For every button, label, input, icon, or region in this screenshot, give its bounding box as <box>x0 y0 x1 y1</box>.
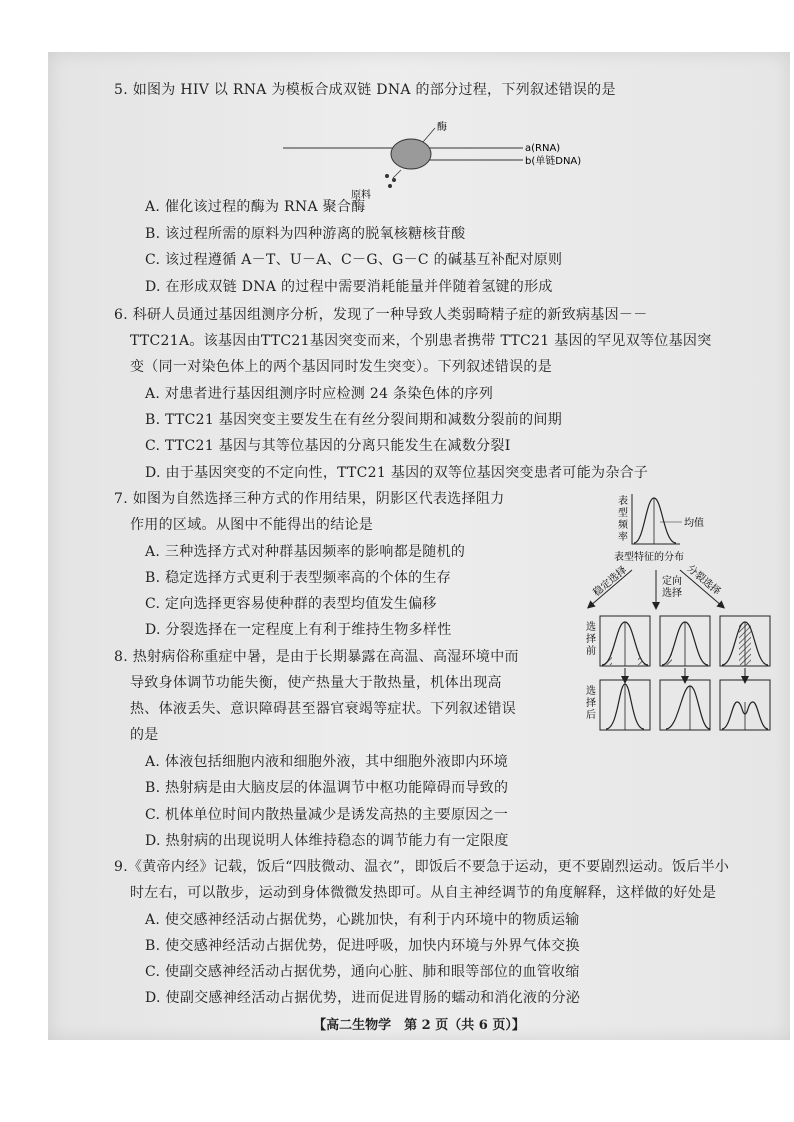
q7-fig-before-2: 择 <box>586 634 596 645</box>
q8-option-c: C. 机体单位时间内散热量减少是诱发高热的主要原因之一 <box>145 807 509 823</box>
q6-stem-line3: 变（同一对染色体上的两个基因同时发生突变）。下列叙述错误的是 <box>130 359 552 375</box>
q7-fig-after-3: 后 <box>586 710 596 721</box>
q8-option-a: A. 体液包括细胞内液和细胞外液，其中细胞外液即内环境 <box>145 754 509 770</box>
q7-option-d: D. 分裂选择在一定程度上有利于维持生物多样性 <box>145 622 452 638</box>
q7-fig-ylabel-3: 频 <box>618 520 628 531</box>
q5-figure <box>273 118 613 202</box>
q7-fig-before-3: 前 <box>586 646 596 657</box>
q7-option-b: B. 稳定选择方式更利于表型频率高的个体的生存 <box>145 570 452 586</box>
q7-fig-ylabel-4: 率 <box>618 532 628 543</box>
q7-fig-split-label: 分裂选择 <box>684 563 723 598</box>
q7-fig-direct-label-2: 选择 <box>662 588 682 599</box>
q7-selection-figure <box>532 488 790 750</box>
q6-stem-line1: 6. 科研人员通过基因组测序分析，发现了一种导致人类弱畸精子症的新致病基因－－ <box>114 307 648 323</box>
q7-option-a: A. 三种选择方式对种群基因频率的影响都是随机的 <box>145 544 466 560</box>
q8-stem-line3: 热、体液丢失、意识障碍甚至器官衰竭等症状。下列叙述错误 <box>130 701 517 717</box>
q7-fig-after-1: 选 <box>586 686 596 697</box>
q8-stem-line1: 8. 热射病俗称重症中暑，是由于长期暴露在高温、高湿环境中而 <box>114 649 519 665</box>
q8-option-d: D. 热射病的出现说明人体维持稳态的调节能力有一定限度 <box>145 833 509 849</box>
q8-stem-line2: 导致身体调节功能失衡，使产热量大于散热量，机体出现高 <box>130 675 502 691</box>
q6-option-b: B. TTC21 基因突变主要发生在有丝分裂间期和减数分裂前的间期 <box>145 412 562 428</box>
q7-fig-caption: 表型特征的分布 <box>614 552 684 563</box>
q7-fig-ylabel-1: 表 <box>618 496 628 507</box>
q5-option-a: A. 催化该过程的酶为 RNA 聚合酶 <box>145 199 366 215</box>
q6-option-a: A. 对患者进行基因组测序时应检测 24 条染色体的序列 <box>145 386 494 402</box>
q7-fig-mean-label: 均值 <box>684 518 704 529</box>
q7-fig-direct-label-1: 定向 <box>662 576 682 587</box>
q7-stem-line1: 7. 如图为自然选择三种方式的作用结果，阴影区代表选择阻力 <box>114 491 505 507</box>
q9-stem-line2: 时左右，可以散步，运动到身体微微发热即可。从自主神经调节的角度解释，这样做的好处是 <box>130 885 717 901</box>
q9-option-c: C. 使副交感神经活动占据优势，通向心脏、肺和眼等部位的血管收缩 <box>145 964 580 980</box>
q5-option-c: C. 该过程遵循 A－T、U－A、C－G、G－C 的碱基互补配对原则 <box>145 252 563 268</box>
q7-fig-stable-label: 稳定选择 <box>591 564 630 599</box>
q7-fig-ylabel-2: 型 <box>618 508 628 519</box>
q8-option-b: B. 热射病是由大脑皮层的体温调节中枢功能障碍而导致的 <box>145 780 509 796</box>
q9-stem-line1: 9.《黄帝内经》记载，饭后“四肢微动、温衣”，即饭后不要急于运动，更不要剧烈运动。饭后半小 <box>114 859 730 875</box>
q9-option-a: A. 使交感神经活动占据优势，心跳加快，有利于内环境中的物质运输 <box>145 912 580 928</box>
q5-enzyme-label: 酶 <box>437 122 447 133</box>
q7-fig-before-1: 选 <box>586 622 596 633</box>
exam-page <box>48 52 790 1040</box>
q6-stem-line2: TTC21A。该基因由TTC21基因突变而来，个别患者携带 TTC21 基因的罕见双等位基因突 <box>130 333 712 349</box>
q5-stem: 5. 如图为 HIV 以 RNA 为模板合成双链 DNA 的部分过程，下列叙述错误的是 <box>114 82 616 98</box>
q5-a-label: a(RNA) <box>525 143 561 154</box>
q9-option-b: B. 使交感神经活动占据优势，促进呼吸，加快内环境与外界气体交换 <box>145 938 580 954</box>
q5-option-b: B. 该过程所需的原料为四种游离的脱氧核糖核苷酸 <box>145 226 466 242</box>
q5-option-d: D. 在形成双链 DNA 的过程中需要消耗能量并伴随着氢键的形成 <box>145 279 553 295</box>
q5-material-label: 原料 <box>351 190 371 201</box>
q8-stem-line4: 的是 <box>130 727 159 743</box>
q7-fig-after-2: 择 <box>586 698 596 709</box>
q6-option-d: D. 由于基因突变的不定向性，TTC21 基因的双等位基因突变患者可能为杂合子 <box>145 465 649 481</box>
q9-option-d: D. 使副交感神经活动占据优势，进而促进胃肠的蠕动和消化液的分泌 <box>145 990 581 1006</box>
page-footer: 【高二生物学 第 2 页（共 6 页）】 <box>313 1018 525 1033</box>
q5-b-label: b(单链DNA) <box>525 156 582 167</box>
q7-stem-line2: 作用的区域。从图中不能得出的结论是 <box>130 517 374 533</box>
q6-option-c: C. TTC21 基因与其等位基因的分离只能发生在减数分裂Ⅰ <box>145 438 511 454</box>
q7-option-c: C. 定向选择更容易使种群的表型均值发生偏移 <box>145 596 437 612</box>
